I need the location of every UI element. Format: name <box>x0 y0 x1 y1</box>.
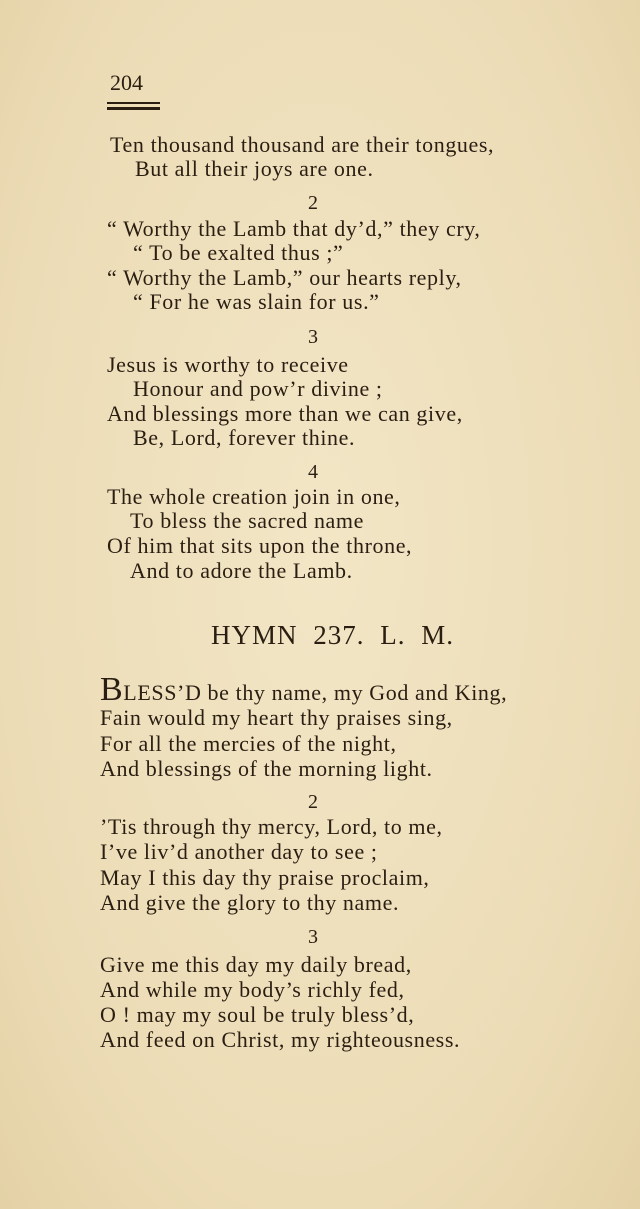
verse-line: Ten thousand thousand are their tongues, <box>110 132 495 157</box>
verse-line: For all the mercies of the night, <box>100 731 397 756</box>
verse-line: But all their joys are one. <box>135 156 374 181</box>
header-rule <box>107 102 160 104</box>
verse-line: “ Worthy the Lamb,” our hearts reply, <box>107 265 462 290</box>
verse-line: Of him that sits upon the throne, <box>107 533 413 558</box>
verse-line: And feed on Christ, my righteousness. <box>100 1027 461 1052</box>
verse-line: O ! may my soul be truly bless’d, <box>100 1002 415 1027</box>
verse-line: Be, Lord, forever thine. <box>133 425 356 450</box>
verse-line: Fain would my heart thy praises sing, <box>100 705 453 730</box>
verse-line: “ To be exalted thus ;” <box>133 240 344 265</box>
verse-line: And give the glory to thy name. <box>100 890 400 915</box>
header-rule <box>107 107 160 110</box>
stanza-number: 4 <box>308 461 318 483</box>
verse-line: “ Worthy the Lamb that dy’d,” they cry, <box>107 216 481 241</box>
verse-line: And blessings of the morning light. <box>100 756 433 781</box>
drop-cap: B <box>100 671 124 708</box>
verse-line: And blessings more than we can give, <box>107 401 463 426</box>
verse-line: Honour and pow’r divine ; <box>133 376 383 401</box>
stanza-number: 3 <box>308 926 318 948</box>
stanza-number: 2 <box>308 791 318 813</box>
page-number: 204 <box>110 70 143 95</box>
verse-line: I’ve liv’d another day to see ; <box>100 839 378 864</box>
verse-line: The whole creation join in one, <box>107 484 401 509</box>
verse-line: And to adore the Lamb. <box>130 558 353 583</box>
verse-line: “ For he was slain for us.” <box>133 289 380 314</box>
verse-line: Jesus is worthy to receive <box>107 352 349 377</box>
verse-line: To bless the sacred name <box>130 508 365 533</box>
verse-line: And while my body’s richly fed, <box>100 977 405 1002</box>
verse-line: May I this day thy praise proclaim, <box>100 865 430 890</box>
verse-line-text: LESS’D be thy name, my God and King, <box>123 680 508 705</box>
hymn-title: HYMN 237. L. M. <box>211 620 455 650</box>
verse-line: Give me this day my daily bread, <box>100 952 412 977</box>
verse-line-first <box>100 671 508 708</box>
stanza-number: 3 <box>308 326 318 348</box>
stanza-number: 2 <box>308 192 318 214</box>
verse-line: ’Tis through thy mercy, Lord, to me, <box>100 814 443 839</box>
